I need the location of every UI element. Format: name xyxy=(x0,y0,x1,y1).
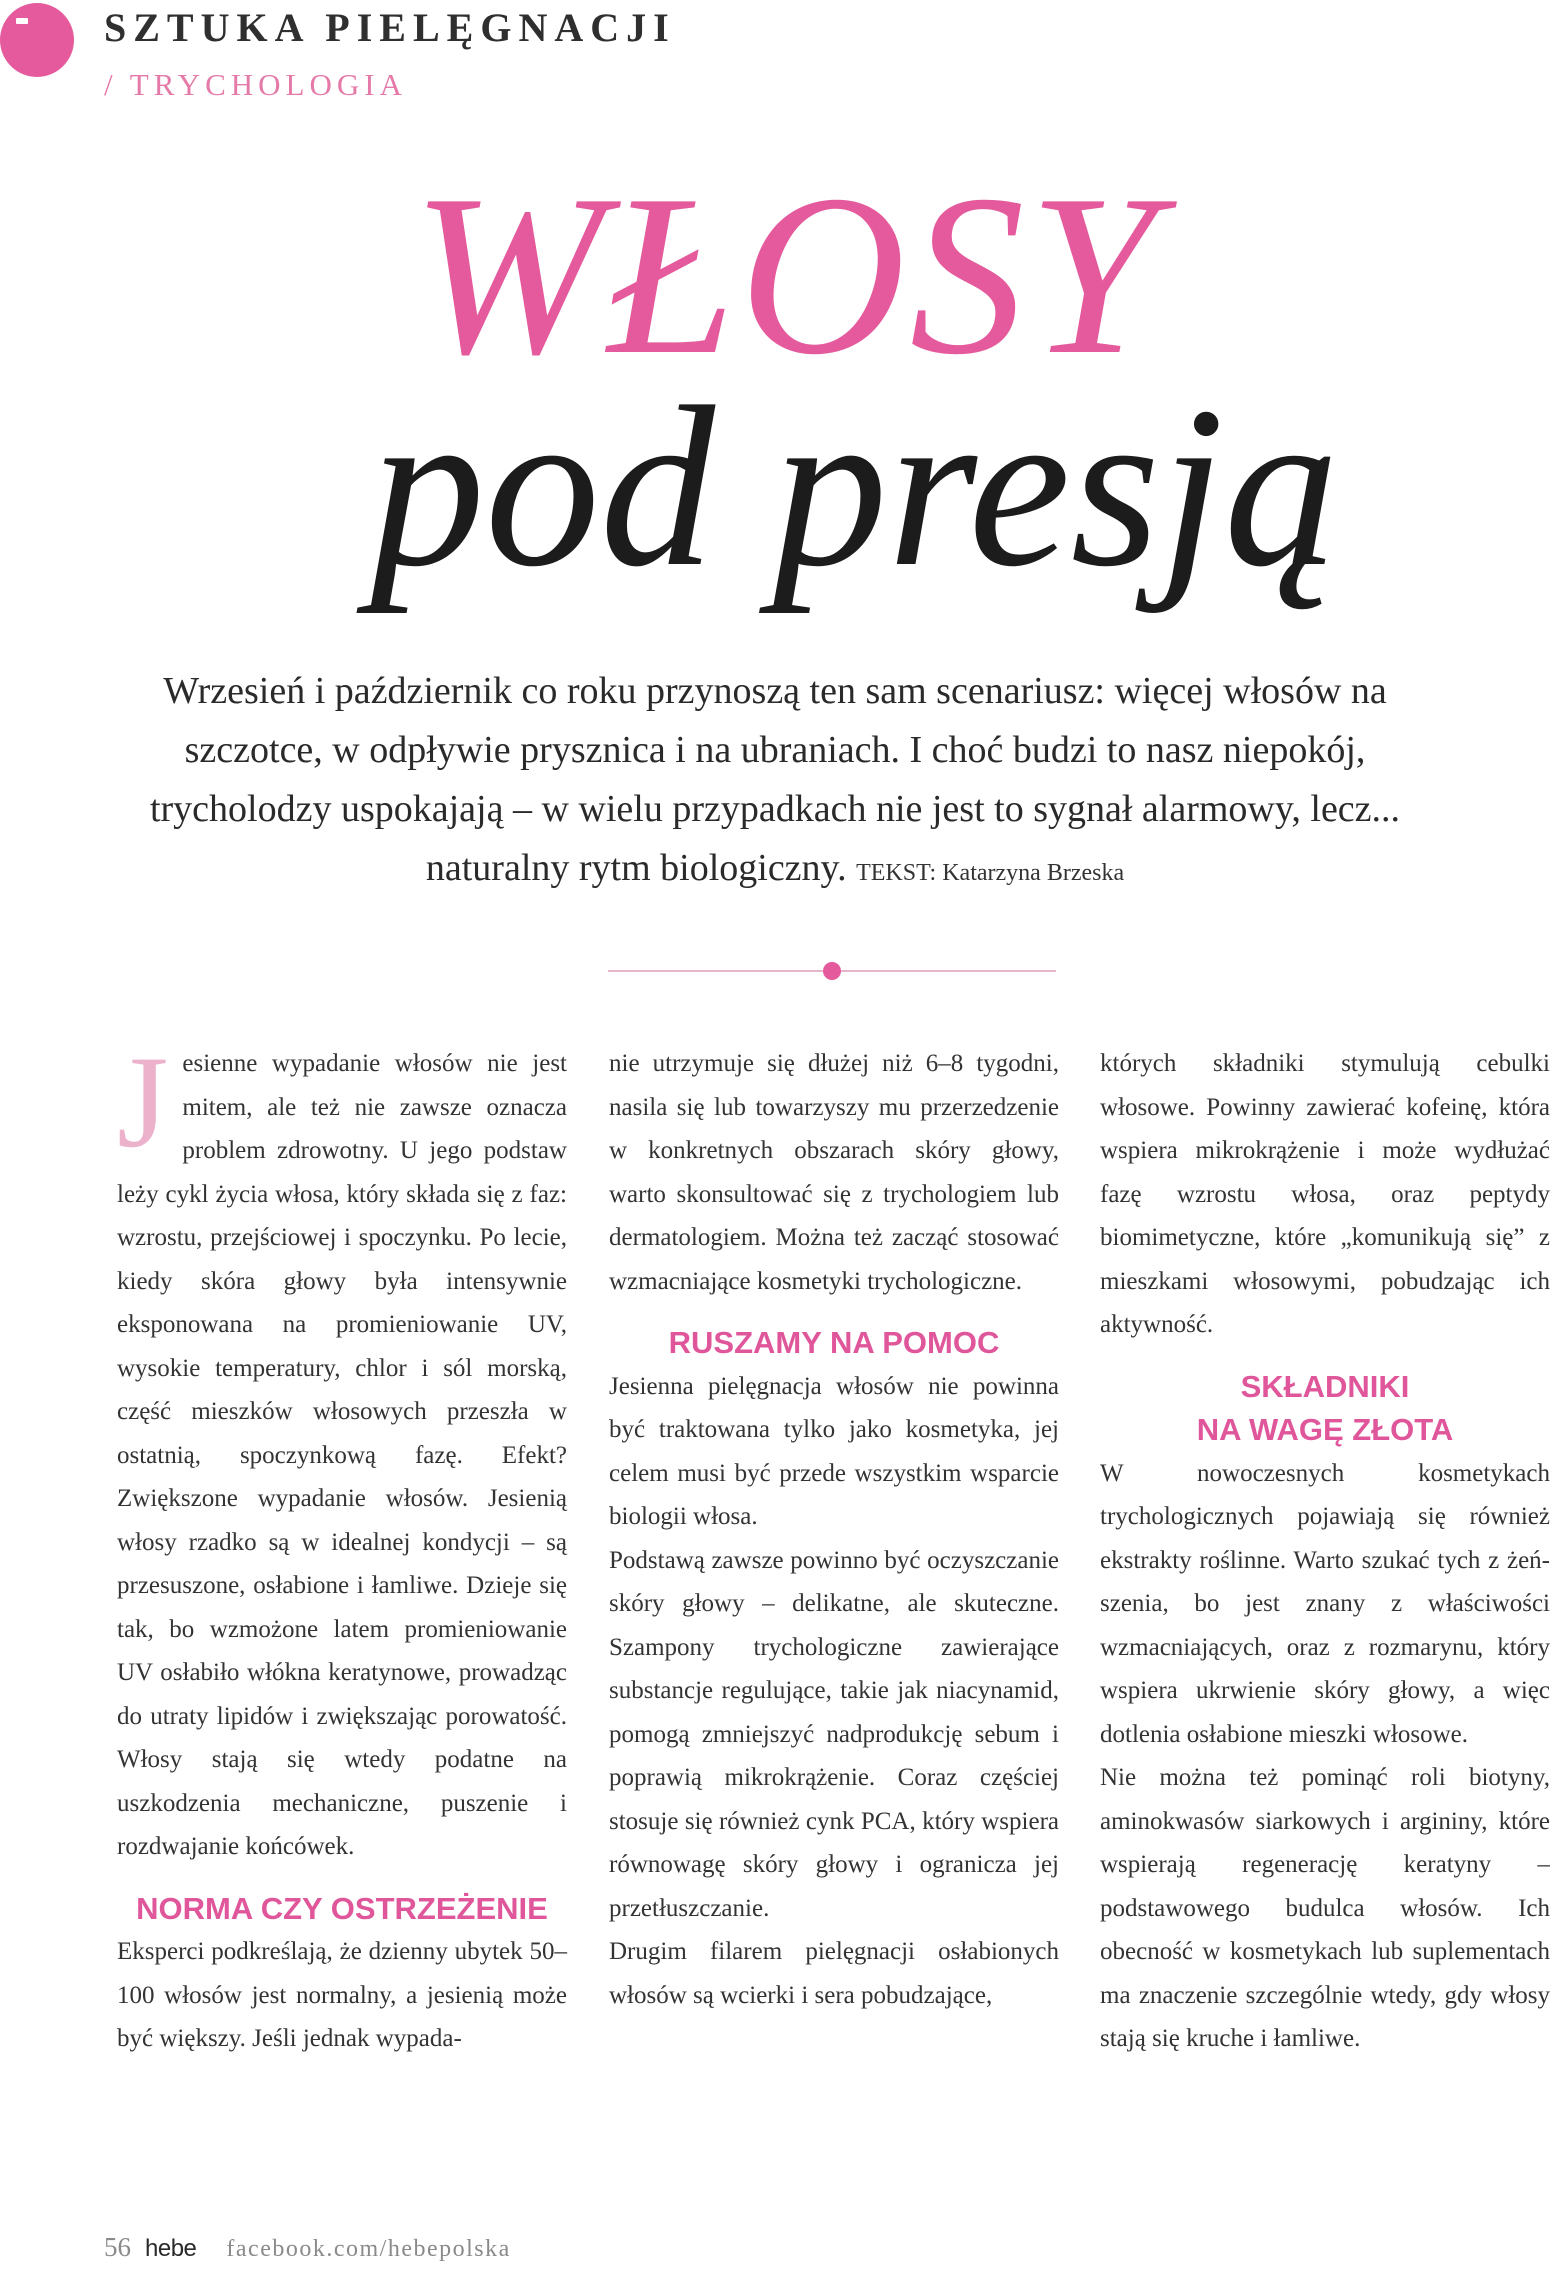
section-badge-dot xyxy=(0,3,74,77)
paragraph: Eksperci podkreślają, że dzienny ubytek 50–100 włosów jest normalny, a jesienią może być większy. Jeśli jednak wypada- xyxy=(117,1938,567,2052)
facebook-link[interactable]: facebook.com/hebepolska xyxy=(226,2236,511,2262)
subheading-skladniki xyxy=(1100,1365,1550,1452)
drop-cap: J xyxy=(117,1028,169,1175)
lead-paragraph xyxy=(130,662,1420,903)
page-footer xyxy=(104,2232,511,2263)
lead-text: Wrzesień i październik co roku przynoszą ten sam scenariusz: więcej włosów na szczotce, w odpływie prysznica i na ubraniach. I choć budzi to nasz niepokój, trycholodzy uspokajają – w wielu przypadkach nie jest to sygnał alarmowy, lecz... naturalny rytm biologiczny. xyxy=(149,670,1401,889)
section-title: SZTUKA PIELĘGNACJI xyxy=(104,5,676,50)
article-column-3 xyxy=(1100,1042,1550,2061)
subheading-line-2: NA WAGĘ ZŁOTA xyxy=(1196,1412,1454,1447)
paragraph: Jesienna pielęgnacja włosów nie powinna być traktowana tylko jako kosmetyka, jej celem musi być przede wszystkim wsparcie biologii włosa. xyxy=(609,1372,1059,1530)
paragraph: Podstawą zawsze powinno być oczyszczanie skóry głowy – delikatne, ale skuteczne. Szampony trychologiczne zawierające substancje regulujące, takie jak niacynamid, pomogą zmniejszyć nadprodukcję sebum i poprawią mikrokrążenie. Coraz częściej stosuje się również cynk PCA, który wspiera równowagę skóry głowy i ogranicza jej przetłuszczanie. xyxy=(609,1546,1059,1922)
article-column-1 xyxy=(117,1028,567,2061)
paragraph xyxy=(117,1028,567,1869)
section-subtitle: / TRYCHOLOGIA xyxy=(104,67,407,102)
subheading-ruszamy: RUSZAMY NA POMOC xyxy=(668,1325,1000,1360)
paragraph: W nowoczesnych kosmetykach trychologicznych pojawiają się również ekstrakty roślinne. Warto szukać tych z żeń-szenia, bo jest znany z właściwości wzmacniających, oraz z rozmarynu, który wspiera ukrwienie skóry głowy, a więc dotlenia osłabione mieszki włosowe. xyxy=(1100,1459,1550,1748)
paragraph: Drugim filarem pielęgnacji osłabionych włosów są wcierki i sera pobudzające, xyxy=(609,1938,1059,2009)
headline-line-2: pod presją xyxy=(370,359,1339,614)
subheading-line-1: SKŁADNIKI xyxy=(1240,1368,1410,1404)
author-credit: TEKST: Katarzyna Brzeska xyxy=(856,860,1125,886)
brand-logo: hebe xyxy=(145,2235,197,2262)
page-number: 56 xyxy=(104,2232,131,2262)
paragraph-text: esienne wypadanie włosów nie jest mitem, ale też nie zawsze oznacza problem zdrowotny. U jego podstaw leży cykl życia włosa, który składa się z faz: wzrostu, przejściowej i spoczynku. Po lecie, kiedy skóra głowy była intensywnie eksponowana na promieniowanie UV, wysokie temperatury, chlor i sól morską, część mieszków włosowych przeszła w ostatnią, spoczynkową fazę. Efekt? Zwiększone wypadanie włosów. Jesienią włosy rzadko są w idealnej kondycji – są przesuszone, osłabione i łamliwe. Dzieje się tak, bo wzmożone latem promieniowanie UV osłabiło włókna keratynowe, prowadząc do utraty lipidów i zwiększając porowatość. Włosy stają się wtedy podatne na uszkodzenia mechaniczne, puszenie i rozdwajanie końcówek. xyxy=(117,1050,567,1860)
paragraph: Nie można też pominąć roli biotyny, aminokwasów siarkowych i argininy, które wspierają regenerację keratyny – podstawowego budulca włosów. Ich obecność w kosmetykach lub suplementach ma znaczenie szczególnie wtedy, gdy włosy stają się kruche i łamliwe. xyxy=(1100,1764,1550,2052)
menu-icon xyxy=(16,18,28,24)
paragraph: nie utrzymuje się dłużej niż 6–8 tygodni, nasila się lub towarzyszy mu przerzedzenie w konkretnych obszarach skóry głowy, warto skonsultować się z trychologiem lub dermatologiem. Można też zacząć stosować wzmacniające kosmetyki trychologiczne. xyxy=(609,1050,1059,1295)
paragraph: których składniki stymulują cebulki włosowe. Powinny zawierać kofeinę, która wspiera mikrokrążenie i może wydłużać fazę wzrostu włosa, oraz peptydy biomimetyczne, które „komunikują się” z mieszkami włosowymi, pobudzając ich aktywność. xyxy=(1100,1050,1550,1338)
headline-line-1: WŁOSY xyxy=(412,147,1161,402)
divider-dot xyxy=(823,962,841,980)
subheading-norma: NORMA CZY OSTRZEŻENIE xyxy=(136,1890,548,1926)
article-column-2 xyxy=(609,1042,1059,2017)
